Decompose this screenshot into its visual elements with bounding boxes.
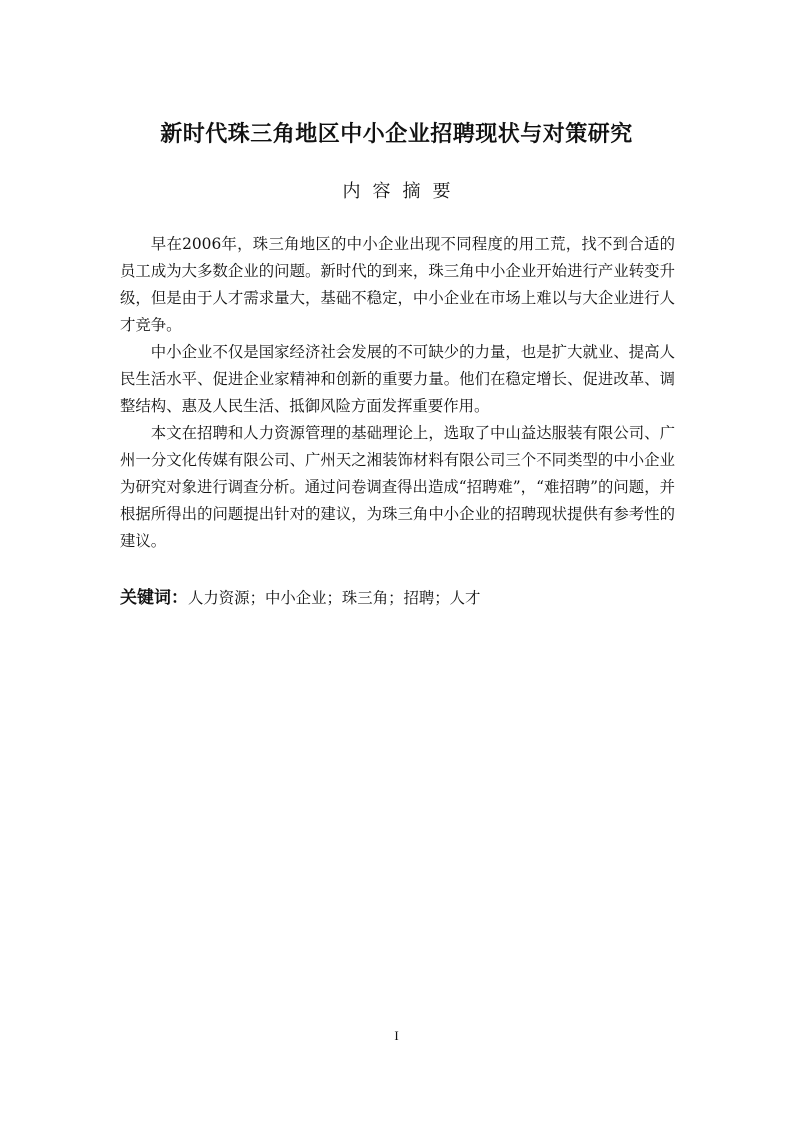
abstract-paragraph-3: 本文在招聘和人力资源管理的基础理论上，选取了中山益达服装有限公司、广州一分文化传媒有限公司、广州天之湘装饰材料有限公司三个不同类型的中小企业为研究对象进行调查分析。通过问卷调查得出造成“招聘难”，“难招聘”的问题，并根据所得出的问题提出针对的建议，为珠三角中小企业的招聘现状提供有参考性的建议。 [120,424,675,550]
abstract-body [120,231,675,555]
abstract-heading: 内容摘要 [342,181,463,202]
abstract-paragraph-1: 早在2006年，珠三角地区的中小企业出现不同程度的用工荒，找不到合适的员工成为大多数企业的问题。新时代的到来，珠三角中小企业开始进行产业转变升级，但是由于人才需求量大，基础不稳定，中小企业在市场上难以与大企业进行人才竞争。 [120,235,675,334]
keywords-line [120,584,675,612]
page-number: I [394,1028,399,1043]
abstract-paragraph-2: 中小企业不仅是国家经济社会发展的不可缺少的力量，也是扩大就业、提高人民生活水平、促进企业家精神和创新的重要力量。他们在稳定增长、促进改革、调整结构、惠及人民生活、抵御风险方面发挥重要作用。 [120,343,675,415]
document-title: 新时代珠三角地区中小企业招聘现状与对策研究 [160,122,633,147]
keywords-label: 关键词： [120,588,188,608]
keywords-text: 人力资源；中小企业；珠三角；招聘；人才 [188,589,481,607]
